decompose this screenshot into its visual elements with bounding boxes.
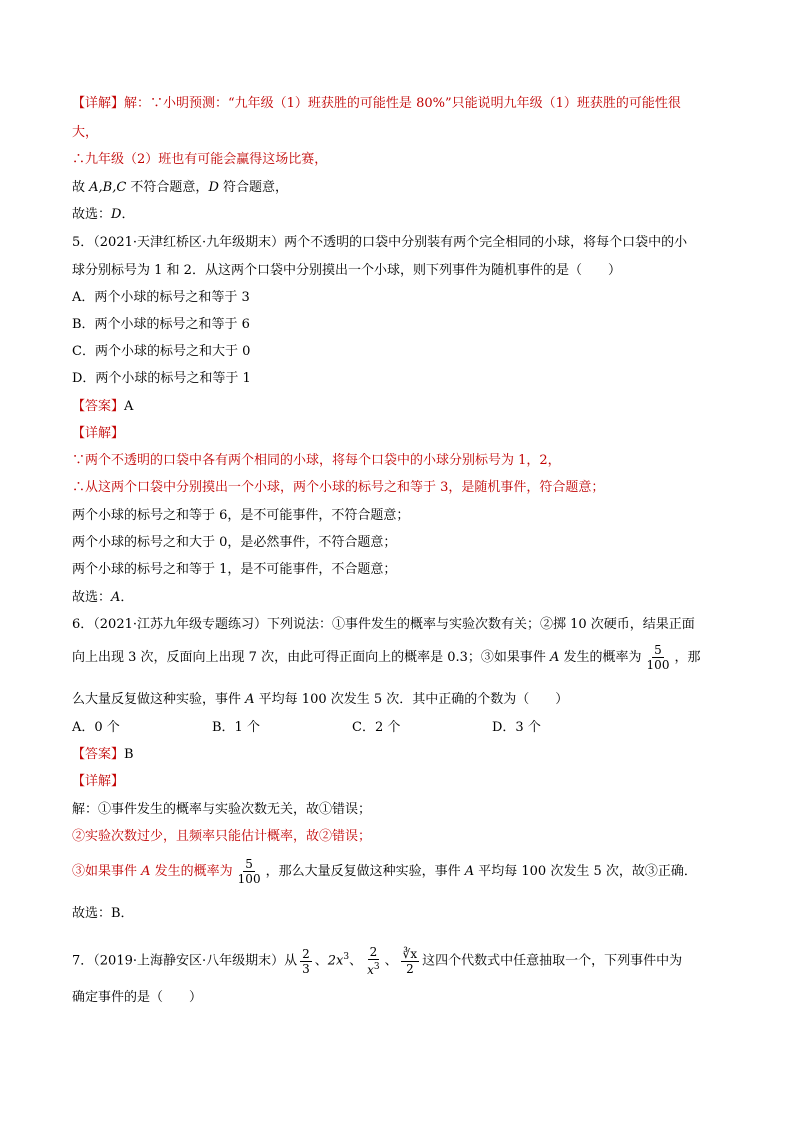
q5-final-answer: 故选：A． — [72, 590, 134, 605]
q6-options — [72, 719, 632, 737]
q5-option-a: A．两个小球的标号之和等于 3 — [72, 290, 250, 305]
q6-answer: 【答案】B — [72, 747, 134, 762]
fraction: $\frac{5}{100}$ — [237, 857, 261, 886]
q5-detail-line1: ∵两个不透明的口袋中各有两个相同的小球，将每个口袋中的小球分别标号为 1，2， — [72, 453, 561, 468]
q4-detail-line1: 【详解】解：∵小明预测：“九年级（1）班获胜的可能性是 80%”只能说明九年级（1）班获胜的可能性很 — [72, 96, 681, 111]
q6-option-d: D．3 个 — [492, 720, 541, 735]
q6-detail-line3: ③如果事件 A 发生的概率为 $\frac{5}{100}$ ，那么大量反复做这种实验，事件 A 平均每 100 次发生 5 次，故③正确． — [72, 857, 697, 886]
q5-detail-line4: 两个小球的标号之和大于 0，是必然事件，不符合题意； — [72, 535, 397, 550]
q7-stem-line1: 7．（2019·上海静安区·八年级期末）从 $\frac{2}{3}$ 、$2x^3$、 $\frac{2}{x^3}$ 、 $\frac{∛x}{2}$ 这四个代数式中任意抽取一个，下列事件中为 — [72, 945, 683, 977]
q4-final-answer: 故选：D． — [72, 207, 135, 222]
q6-detail-tag: 【详解】 — [72, 774, 125, 789]
q5-option-b: B．两个小球的标号之和等于 6 — [72, 317, 250, 332]
q6-option-b: B．1 个 — [212, 720, 260, 735]
q6-detail-line2: ②实验次数过少，且频率只能估计概率，故②错误； — [72, 829, 372, 844]
q6-stem-line1: 6．（2021·江苏九年级专题练习）下列说法：①事件发生的概率与实验次数有关；②掷 10 次硬币，结果正面 — [72, 617, 695, 632]
q6-stem-line2: 向上出现 3 次，反面向上出现 7 次，由此可得正面向上的概率是 0.3；③如果事件 A 发生的概率为 $\frac{5}{100}$ ，那 — [72, 643, 701, 672]
fraction: $\frac{5}{100}$ — [646, 643, 670, 672]
fraction: $\frac{2}{3}$ — [302, 946, 310, 976]
q5-detail-tag: 【详解】 — [72, 426, 125, 441]
q6-detail-line1: 解：①事件发生的概率与实验次数无关，故①错误； — [72, 802, 372, 817]
q6-final-answer: 故选：B． — [72, 906, 134, 921]
q5-detail-line5: 两个小球的标号之和等于 1，是不可能事件，不合题意； — [72, 562, 397, 577]
q7-stem-line2: 确定事件的是（ ） — [72, 990, 203, 1005]
q4-detail-line2: ∴九年级（2）班也有可能会赢得这场比赛， — [72, 152, 328, 167]
q6-option-a: A．0 个 — [72, 720, 120, 735]
q5-option-c: C．两个小球的标号之和大于 0 — [72, 344, 251, 359]
q5-detail-line2: ∴从这两个口袋中分别摸出一个小球，两个小球的标号之和等于 3，是随机事件，符合题意； — [72, 480, 605, 495]
detail-tag: 【详解】 — [72, 96, 125, 111]
q5-detail-line3: 两个小球的标号之和等于 6，是不可能事件，不符合题意； — [72, 508, 410, 523]
q6-stem-line3: 么大量反复做这种实验，事件 A 平均每 100 次发生 5 次．其中正确的个数为（ ） — [72, 692, 569, 707]
q5-answer: 【答案】A — [72, 399, 134, 414]
fraction: $\frac{2}{x^3}$ — [367, 945, 380, 977]
q6-option-c: C．2 个 — [352, 720, 401, 735]
q4-detail-line3: 故 A,B,C 不符合题意，D 符合题意， — [72, 180, 289, 195]
q5-option-d: D．两个小球的标号之和等于 1 — [72, 371, 251, 386]
q5-stem-line1: 5．（2021·天津红桥区·九年级期末）两个不透明的口袋中分别装有两个完全相同的小球，将每个口袋中的小 — [72, 235, 688, 250]
q5-stem-line2: 球分别标号为 1 和 2．从这两个口袋中分别摸出一个小球，则下列事件为随机事件的是（ ） — [72, 263, 621, 278]
q4-detail-line1b: 大， — [72, 125, 99, 140]
fraction: $\frac{∛x}{2}$ — [402, 946, 418, 976]
